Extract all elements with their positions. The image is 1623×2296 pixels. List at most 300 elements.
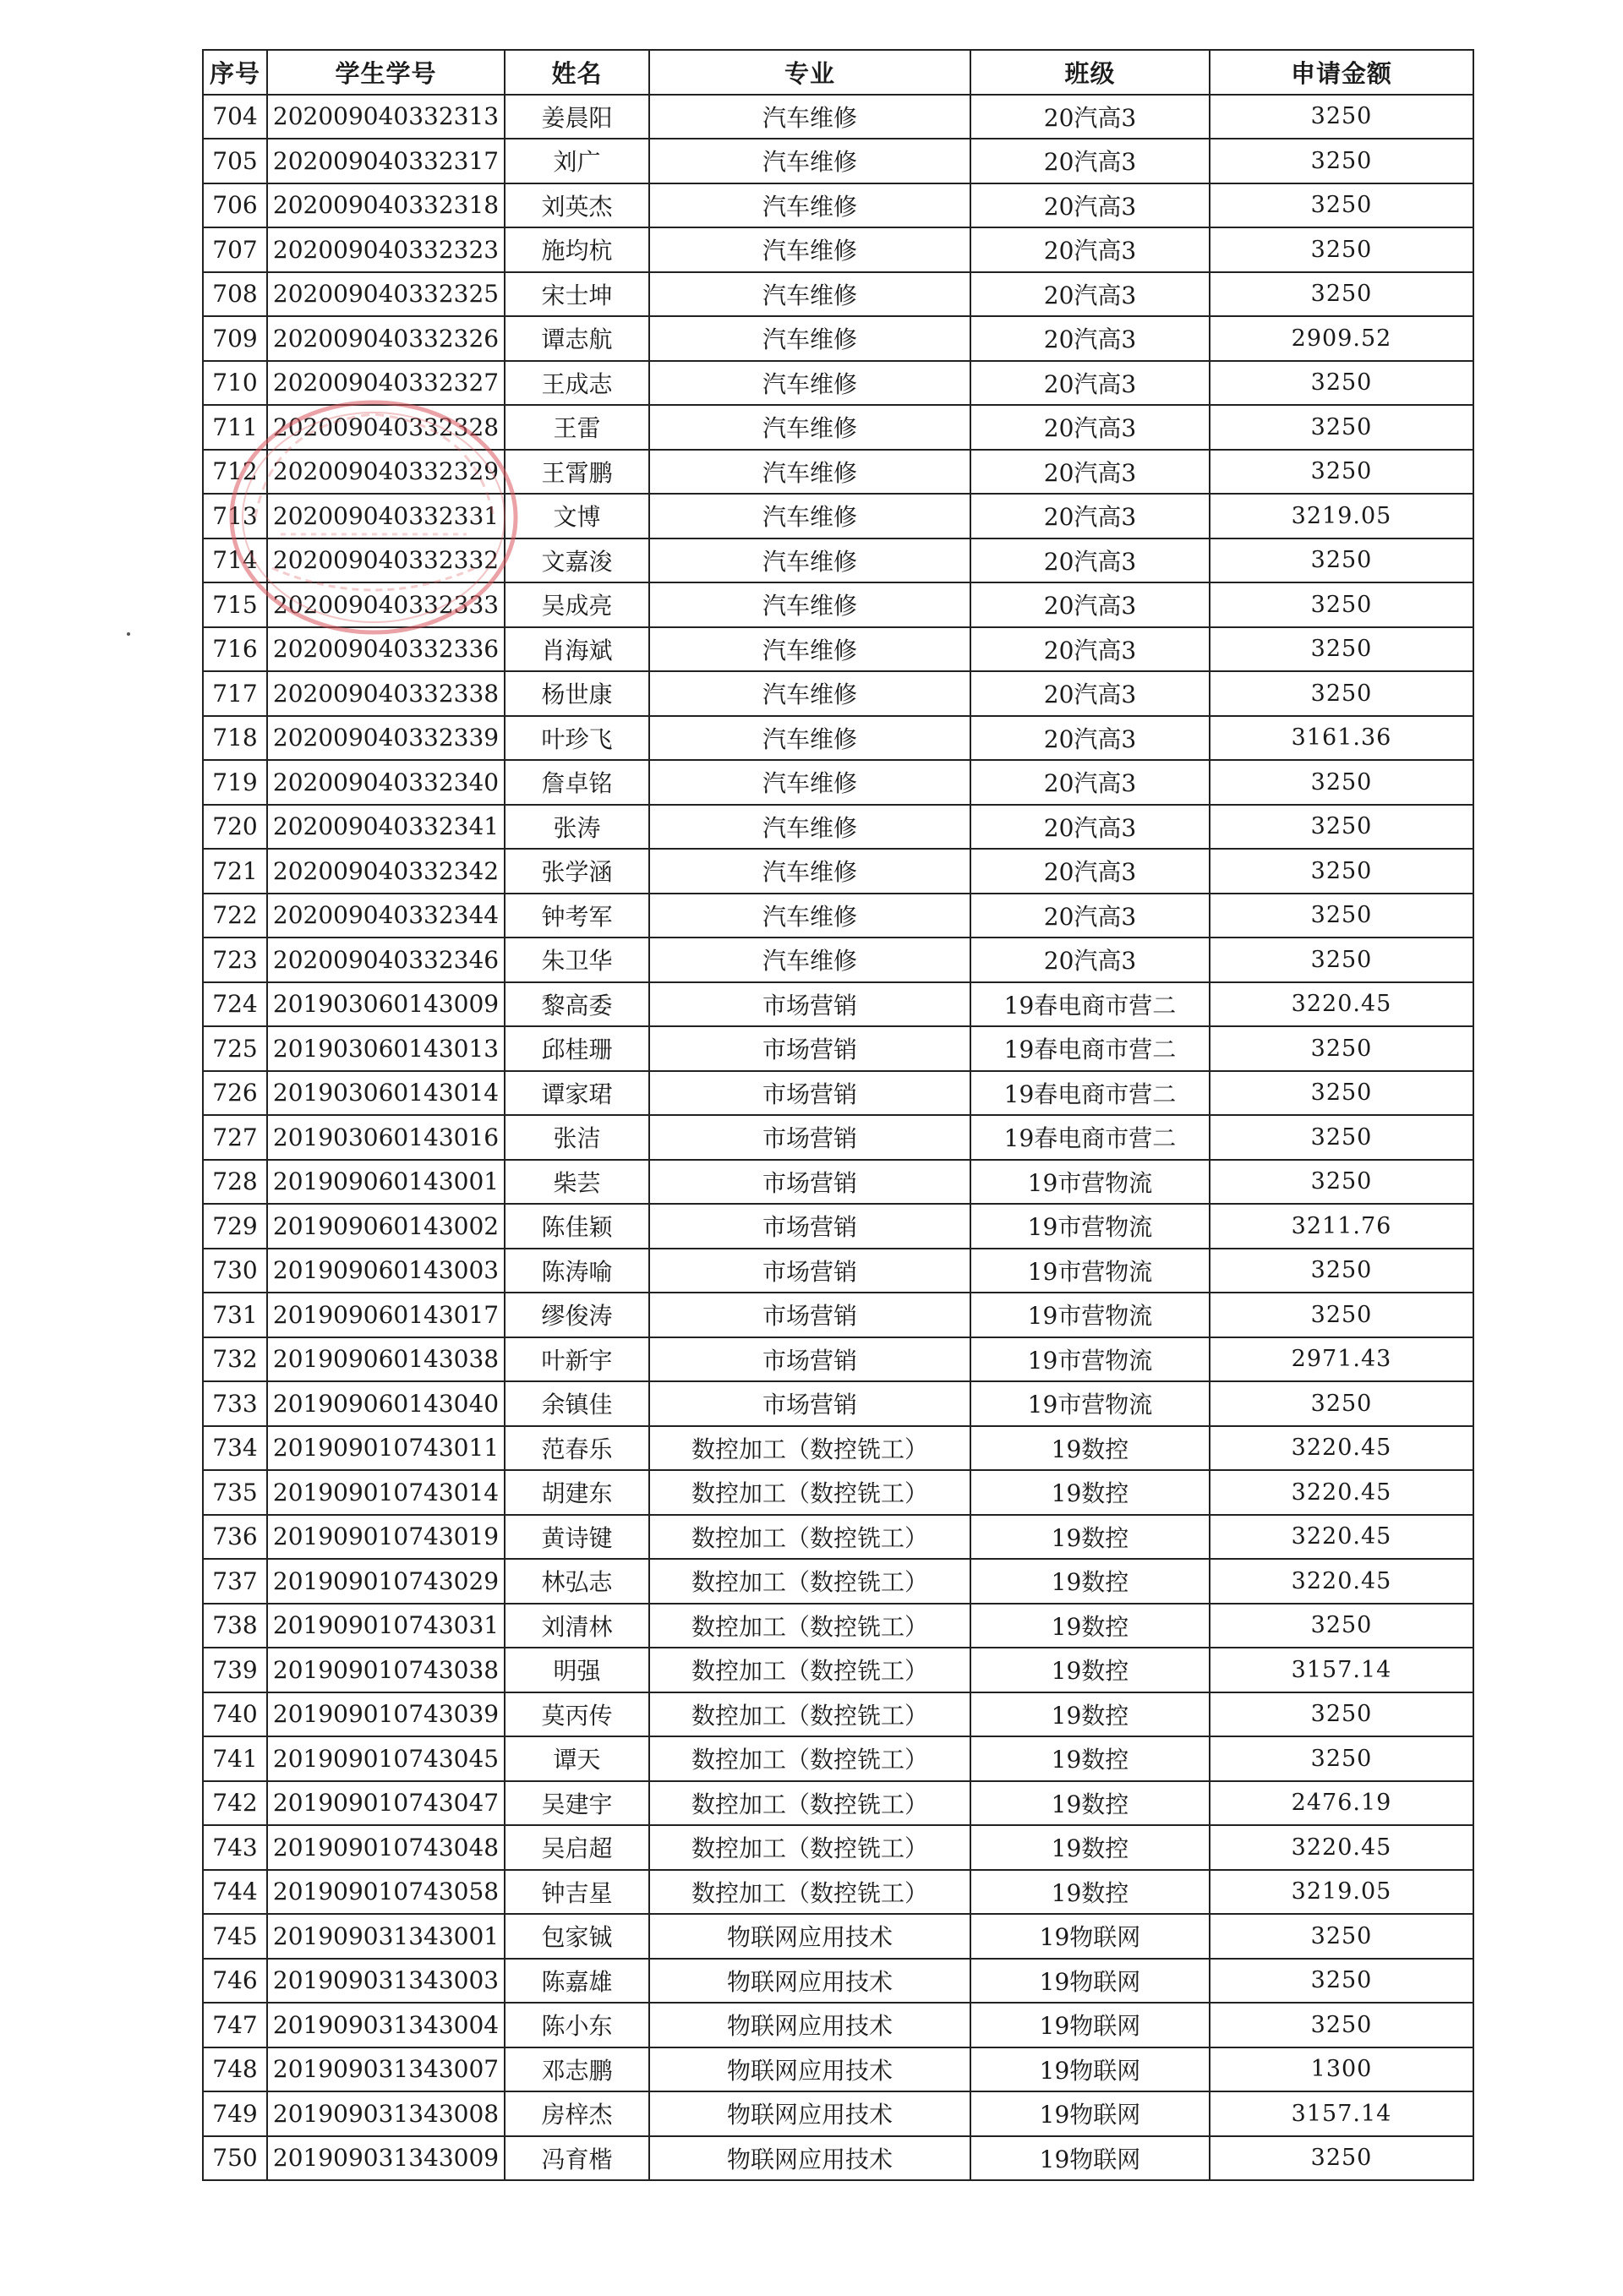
cell-student-id: 201909010743038	[267, 1648, 505, 1692]
cell-seq: 723	[203, 938, 267, 982]
cell-class: 20汽高3	[970, 494, 1210, 538]
cell-major: 汽车维修	[649, 450, 970, 495]
table-row	[203, 1337, 1473, 1382]
cell-amount: 3250	[1210, 1736, 1473, 1781]
table-row	[203, 671, 1473, 716]
cell-name: 王雷	[505, 405, 649, 450]
cell-seq: 707	[203, 227, 267, 272]
cell-amount: 3220.45	[1210, 1515, 1473, 1560]
cell-class: 20汽高3	[970, 894, 1210, 938]
cell-class: 19春电商市营二	[970, 982, 1210, 1027]
cell-class: 20汽高3	[970, 849, 1210, 894]
cell-amount: 3250	[1210, 671, 1473, 716]
cell-name: 陈涛喻	[505, 1249, 649, 1293]
cell-student-id: 201909010743058	[267, 1870, 505, 1915]
cell-student-id: 202009040332331	[267, 494, 505, 538]
cell-student-id: 202009040332326	[267, 316, 505, 361]
cell-amount: 3250	[1210, 1959, 1473, 2004]
cell-amount: 3157.14	[1210, 1648, 1473, 1692]
cell-major: 物联网应用技术	[649, 1914, 970, 1959]
cell-class: 19数控	[970, 1515, 1210, 1560]
cell-class: 19物联网	[970, 2091, 1210, 2136]
cell-seq: 716	[203, 627, 267, 672]
cell-seq: 712	[203, 450, 267, 495]
cell-major: 汽车维修	[649, 95, 970, 139]
cell-amount: 3250	[1210, 582, 1473, 627]
cell-name: 詹卓铭	[505, 760, 649, 805]
cell-seq: 725	[203, 1026, 267, 1071]
cell-major: 市场营销	[649, 1071, 970, 1116]
cell-student-id: 201903060143009	[267, 982, 505, 1027]
scan-speck	[127, 632, 130, 636]
cell-student-id: 202009040332325	[267, 272, 505, 317]
cell-major: 汽车维修	[649, 316, 970, 361]
header-class: 班级	[970, 50, 1210, 95]
cell-student-id: 201909060143038	[267, 1337, 505, 1382]
cell-student-id: 202009040332346	[267, 938, 505, 982]
cell-class: 19市营物流	[970, 1293, 1210, 1337]
table-row	[203, 538, 1473, 583]
table-row	[203, 316, 1473, 361]
cell-major: 市场营销	[649, 1204, 970, 1249]
table-row	[203, 760, 1473, 805]
cell-amount: 3250	[1210, 894, 1473, 938]
cell-major: 市场营销	[649, 1115, 970, 1160]
table-row	[203, 1825, 1473, 1870]
cell-student-id: 202009040332323	[267, 227, 505, 272]
cell-student-id: 201909060143002	[267, 1204, 505, 1249]
cell-seq: 748	[203, 2047, 267, 2092]
cell-class: 20汽高3	[970, 538, 1210, 583]
cell-class: 19春电商市营二	[970, 1071, 1210, 1116]
cell-major: 市场营销	[649, 982, 970, 1027]
cell-class: 19数控	[970, 1648, 1210, 1692]
cell-major: 数控加工（数控铣工）	[649, 1604, 970, 1648]
cell-class: 20汽高3	[970, 139, 1210, 183]
cell-major: 数控加工（数控铣工）	[649, 1736, 970, 1781]
table-row	[203, 849, 1473, 894]
cell-seq: 709	[203, 316, 267, 361]
cell-seq: 708	[203, 272, 267, 317]
cell-student-id: 202009040332339	[267, 716, 505, 761]
cell-name: 黎高委	[505, 982, 649, 1027]
cell-student-id: 201909060143003	[267, 1249, 505, 1293]
cell-seq: 732	[203, 1337, 267, 1382]
cell-major: 汽车维修	[649, 716, 970, 761]
cell-amount: 3250	[1210, 1026, 1473, 1071]
cell-name: 陈嘉雄	[505, 1959, 649, 2004]
cell-class: 19春电商市营二	[970, 1026, 1210, 1071]
cell-major: 数控加工（数控铣工）	[649, 1559, 970, 1604]
cell-amount: 3219.05	[1210, 494, 1473, 538]
table-row	[203, 1071, 1473, 1116]
cell-amount: 3250	[1210, 272, 1473, 317]
cell-student-id: 202009040332318	[267, 183, 505, 228]
cell-student-id: 201903060143014	[267, 1071, 505, 1116]
table-row	[203, 1870, 1473, 1915]
cell-seq: 718	[203, 716, 267, 761]
cell-major: 物联网应用技术	[649, 2136, 970, 2181]
cell-major: 市场营销	[649, 1026, 970, 1071]
cell-amount: 2971.43	[1210, 1337, 1473, 1382]
cell-name: 文嘉浚	[505, 538, 649, 583]
header-amount: 申请金额	[1210, 50, 1473, 95]
cell-major: 物联网应用技术	[649, 2003, 970, 2047]
cell-amount: 2476.19	[1210, 1781, 1473, 1826]
cell-seq: 719	[203, 760, 267, 805]
cell-amount: 3250	[1210, 1249, 1473, 1293]
cell-student-id: 201909060143017	[267, 1293, 505, 1337]
cell-class: 19市营物流	[970, 1249, 1210, 1293]
cell-student-id: 201909031343001	[267, 1914, 505, 1959]
cell-student-id: 201909010743047	[267, 1781, 505, 1826]
cell-name: 刘清林	[505, 1604, 649, 1648]
cell-seq: 722	[203, 894, 267, 938]
table-row	[203, 2136, 1473, 2181]
cell-student-id: 201903060143016	[267, 1115, 505, 1160]
cell-class: 19数控	[970, 1781, 1210, 1826]
table-row	[203, 1515, 1473, 1560]
cell-name: 王霄鹏	[505, 450, 649, 495]
header-seq: 序号	[203, 50, 267, 95]
table-row	[203, 1293, 1473, 1337]
cell-seq: 721	[203, 849, 267, 894]
table-row	[203, 1648, 1473, 1692]
cell-student-id: 201909010743014	[267, 1470, 505, 1515]
cell-seq: 740	[203, 1692, 267, 1737]
cell-seq: 749	[203, 2091, 267, 2136]
cell-amount: 3250	[1210, 938, 1473, 982]
table-row	[203, 1381, 1473, 1426]
cell-seq: 731	[203, 1293, 267, 1337]
cell-amount: 3250	[1210, 95, 1473, 139]
cell-amount: 3250	[1210, 1293, 1473, 1337]
cell-name: 杨世康	[505, 671, 649, 716]
cell-name: 叶新宇	[505, 1337, 649, 1382]
table-row	[203, 982, 1473, 1027]
cell-seq: 724	[203, 982, 267, 1027]
table-row	[203, 272, 1473, 317]
cell-seq: 741	[203, 1736, 267, 1781]
cell-name: 宋士坤	[505, 272, 649, 317]
cell-seq: 720	[203, 805, 267, 850]
cell-student-id: 202009040332336	[267, 627, 505, 672]
cell-amount: 3250	[1210, 2136, 1473, 2181]
cell-class: 19物联网	[970, 1959, 1210, 2004]
table-row	[203, 1426, 1473, 1471]
cell-name: 张学涵	[505, 849, 649, 894]
cell-amount: 3220.45	[1210, 1470, 1473, 1515]
cell-student-id: 201909010743031	[267, 1604, 505, 1648]
table-row	[203, 361, 1473, 406]
cell-name: 吴建宇	[505, 1781, 649, 1826]
cell-student-id: 202009040332329	[267, 450, 505, 495]
header-major: 专业	[649, 50, 970, 95]
cell-name: 邓志鹏	[505, 2047, 649, 2092]
cell-name: 范春乐	[505, 1426, 649, 1471]
table-row	[203, 1781, 1473, 1826]
cell-student-id: 201909010743019	[267, 1515, 505, 1560]
cell-class: 20汽高3	[970, 627, 1210, 672]
cell-major: 汽车维修	[649, 671, 970, 716]
header-student-id: 学生学号	[267, 50, 505, 95]
table-row	[203, 1692, 1473, 1737]
cell-name: 吴启超	[505, 1825, 649, 1870]
cell-class: 20汽高3	[970, 716, 1210, 761]
cell-amount: 2909.52	[1210, 316, 1473, 361]
cell-seq: 729	[203, 1204, 267, 1249]
cell-major: 汽车维修	[649, 849, 970, 894]
cell-amount: 3250	[1210, 2003, 1473, 2047]
cell-name: 邱桂珊	[505, 1026, 649, 1071]
student-table	[202, 49, 1474, 2181]
cell-student-id: 202009040332327	[267, 361, 505, 406]
cell-name: 林弘志	[505, 1559, 649, 1604]
cell-name: 吴成亮	[505, 582, 649, 627]
cell-student-id: 202009040332313	[267, 95, 505, 139]
cell-class: 19数控	[970, 1870, 1210, 1915]
cell-amount: 3250	[1210, 1071, 1473, 1116]
cell-amount: 3250	[1210, 227, 1473, 272]
cell-major: 物联网应用技术	[649, 2091, 970, 2136]
cell-seq: 743	[203, 1825, 267, 1870]
cell-major: 数控加工（数控铣工）	[649, 1470, 970, 1515]
cell-class: 19春电商市营二	[970, 1115, 1210, 1160]
cell-amount: 3250	[1210, 405, 1473, 450]
cell-major: 数控加工（数控铣工）	[649, 1648, 970, 1692]
cell-major: 市场营销	[649, 1293, 970, 1337]
cell-name: 文博	[505, 494, 649, 538]
cell-major: 汽车维修	[649, 582, 970, 627]
cell-amount: 3250	[1210, 627, 1473, 672]
cell-amount: 3250	[1210, 1914, 1473, 1959]
header-row	[203, 50, 1473, 95]
cell-name: 刘英杰	[505, 183, 649, 228]
cell-seq: 745	[203, 1914, 267, 1959]
cell-amount: 3250	[1210, 849, 1473, 894]
cell-class: 20汽高3	[970, 361, 1210, 406]
cell-student-id: 201903060143013	[267, 1026, 505, 1071]
table-row	[203, 1470, 1473, 1515]
cell-name: 施均杭	[505, 227, 649, 272]
cell-major: 市场营销	[649, 1381, 970, 1426]
cell-student-id: 202009040332328	[267, 405, 505, 450]
cell-seq: 738	[203, 1604, 267, 1648]
table-row	[203, 139, 1473, 183]
cell-student-id: 202009040332317	[267, 139, 505, 183]
cell-class: 20汽高3	[970, 95, 1210, 139]
cell-class: 19数控	[970, 1470, 1210, 1515]
cell-name: 柴芸	[505, 1160, 649, 1205]
cell-amount: 3161.36	[1210, 716, 1473, 761]
cell-student-id: 201909060143001	[267, 1160, 505, 1205]
table-row	[203, 1204, 1473, 1249]
table-row	[203, 227, 1473, 272]
table-row	[203, 716, 1473, 761]
cell-class: 20汽高3	[970, 316, 1210, 361]
table-row	[203, 2047, 1473, 2092]
table-row	[203, 627, 1473, 672]
cell-seq: 750	[203, 2136, 267, 2181]
cell-name: 包家铖	[505, 1914, 649, 1959]
cell-major: 汽车维修	[649, 227, 970, 272]
cell-class: 19市营物流	[970, 1204, 1210, 1249]
table-row	[203, 1115, 1473, 1160]
cell-student-id: 201909031343007	[267, 2047, 505, 2092]
cell-amount: 3219.05	[1210, 1870, 1473, 1915]
cell-name: 肖海斌	[505, 627, 649, 672]
cell-seq: 715	[203, 582, 267, 627]
cell-name: 钟考军	[505, 894, 649, 938]
cell-class: 19市营物流	[970, 1337, 1210, 1382]
cell-student-id: 201909031343008	[267, 2091, 505, 2136]
cell-seq: 714	[203, 538, 267, 583]
cell-seq: 706	[203, 183, 267, 228]
cell-seq: 727	[203, 1115, 267, 1160]
cell-student-id: 201909010743039	[267, 1692, 505, 1737]
cell-major: 汽车维修	[649, 183, 970, 228]
table-row	[203, 2091, 1473, 2136]
cell-student-id: 202009040332342	[267, 849, 505, 894]
table-row	[203, 183, 1473, 228]
cell-major: 汽车维修	[649, 894, 970, 938]
cell-student-id: 201909060143040	[267, 1381, 505, 1426]
cell-seq: 728	[203, 1160, 267, 1205]
cell-class: 19物联网	[970, 1914, 1210, 1959]
cell-major: 物联网应用技术	[649, 1959, 970, 2004]
cell-name: 谭家珺	[505, 1071, 649, 1116]
cell-student-id: 201909031343003	[267, 1959, 505, 2004]
cell-name: 张涛	[505, 805, 649, 850]
cell-class: 19数控	[970, 1604, 1210, 1648]
cell-major: 数控加工（数控铣工）	[649, 1870, 970, 1915]
cell-name: 姜晨阳	[505, 95, 649, 139]
cell-major: 数控加工（数控铣工）	[649, 1515, 970, 1560]
cell-major: 市场营销	[649, 1160, 970, 1205]
cell-seq: 713	[203, 494, 267, 538]
cell-amount: 1300	[1210, 2047, 1473, 2092]
table-row	[203, 494, 1473, 538]
cell-amount: 3220.45	[1210, 1825, 1473, 1870]
cell-name: 王成志	[505, 361, 649, 406]
cell-amount: 3220.45	[1210, 982, 1473, 1027]
cell-name: 胡建东	[505, 1470, 649, 1515]
cell-student-id: 201909031343004	[267, 2003, 505, 2047]
cell-amount: 3220.45	[1210, 1559, 1473, 1604]
cell-amount: 3250	[1210, 139, 1473, 183]
cell-major: 汽车维修	[649, 494, 970, 538]
cell-amount: 3157.14	[1210, 2091, 1473, 2136]
cell-major: 物联网应用技术	[649, 2047, 970, 2092]
cell-class: 19市营物流	[970, 1160, 1210, 1205]
table-row	[203, 1026, 1473, 1071]
cell-amount: 3250	[1210, 1381, 1473, 1426]
cell-seq: 747	[203, 2003, 267, 2047]
cell-seq: 734	[203, 1426, 267, 1471]
cell-name: 冯育楷	[505, 2136, 649, 2181]
cell-student-id: 202009040332340	[267, 760, 505, 805]
cell-class: 20汽高3	[970, 450, 1210, 495]
cell-class: 20汽高3	[970, 671, 1210, 716]
cell-student-id: 202009040332338	[267, 671, 505, 716]
cell-student-id: 202009040332333	[267, 582, 505, 627]
cell-seq: 737	[203, 1559, 267, 1604]
cell-major: 汽车维修	[649, 938, 970, 982]
cell-amount: 3250	[1210, 1115, 1473, 1160]
cell-seq: 711	[203, 405, 267, 450]
table-row	[203, 805, 1473, 850]
table-row	[203, 1604, 1473, 1648]
cell-name: 莫丙传	[505, 1692, 649, 1737]
cell-major: 数控加工（数控铣工）	[649, 1426, 970, 1471]
cell-class: 20汽高3	[970, 760, 1210, 805]
table-row	[203, 1914, 1473, 1959]
cell-name: 缪俊涛	[505, 1293, 649, 1337]
cell-name: 明强	[505, 1648, 649, 1692]
table-row	[203, 582, 1473, 627]
cell-student-id: 201909010743048	[267, 1825, 505, 1870]
cell-seq: 735	[203, 1470, 267, 1515]
table-row	[203, 405, 1473, 450]
cell-amount: 3211.76	[1210, 1204, 1473, 1249]
cell-seq: 742	[203, 1781, 267, 1826]
cell-major: 市场营销	[649, 1337, 970, 1382]
table-row	[203, 1160, 1473, 1205]
cell-major: 汽车维修	[649, 139, 970, 183]
cell-amount: 3250	[1210, 1604, 1473, 1648]
cell-name: 刘广	[505, 139, 649, 183]
cell-major: 汽车维修	[649, 627, 970, 672]
cell-student-id: 202009040332332	[267, 538, 505, 583]
cell-major: 数控加工（数控铣工）	[649, 1781, 970, 1826]
cell-class: 20汽高3	[970, 405, 1210, 450]
table-row	[203, 894, 1473, 938]
cell-seq: 739	[203, 1648, 267, 1692]
cell-amount: 3250	[1210, 1160, 1473, 1205]
cell-name: 张洁	[505, 1115, 649, 1160]
cell-seq: 726	[203, 1071, 267, 1116]
cell-name: 谭天	[505, 1736, 649, 1781]
cell-name: 陈佳颖	[505, 1204, 649, 1249]
cell-class: 19数控	[970, 1825, 1210, 1870]
cell-class: 19市营物流	[970, 1381, 1210, 1426]
table-row	[203, 95, 1473, 139]
cell-major: 汽车维修	[649, 538, 970, 583]
cell-amount: 3220.45	[1210, 1426, 1473, 1471]
cell-student-id: 201909010743029	[267, 1559, 505, 1604]
cell-seq: 717	[203, 671, 267, 716]
cell-name: 谭志航	[505, 316, 649, 361]
cell-amount: 3250	[1210, 361, 1473, 406]
cell-major: 数控加工（数控铣工）	[649, 1692, 970, 1737]
cell-amount: 3250	[1210, 760, 1473, 805]
cell-name: 陈小东	[505, 2003, 649, 2047]
cell-amount: 3250	[1210, 450, 1473, 495]
cell-seq: 710	[203, 361, 267, 406]
cell-class: 20汽高3	[970, 938, 1210, 982]
cell-seq: 744	[203, 1870, 267, 1915]
cell-class: 20汽高3	[970, 805, 1210, 850]
cell-seq: 733	[203, 1381, 267, 1426]
cell-seq: 705	[203, 139, 267, 183]
cell-class: 19数控	[970, 1559, 1210, 1604]
cell-class: 20汽高3	[970, 582, 1210, 627]
table-row	[203, 1959, 1473, 2004]
cell-amount: 3250	[1210, 183, 1473, 228]
table-row	[203, 1249, 1473, 1293]
cell-student-id: 201909010743011	[267, 1426, 505, 1471]
cell-class: 20汽高3	[970, 183, 1210, 228]
